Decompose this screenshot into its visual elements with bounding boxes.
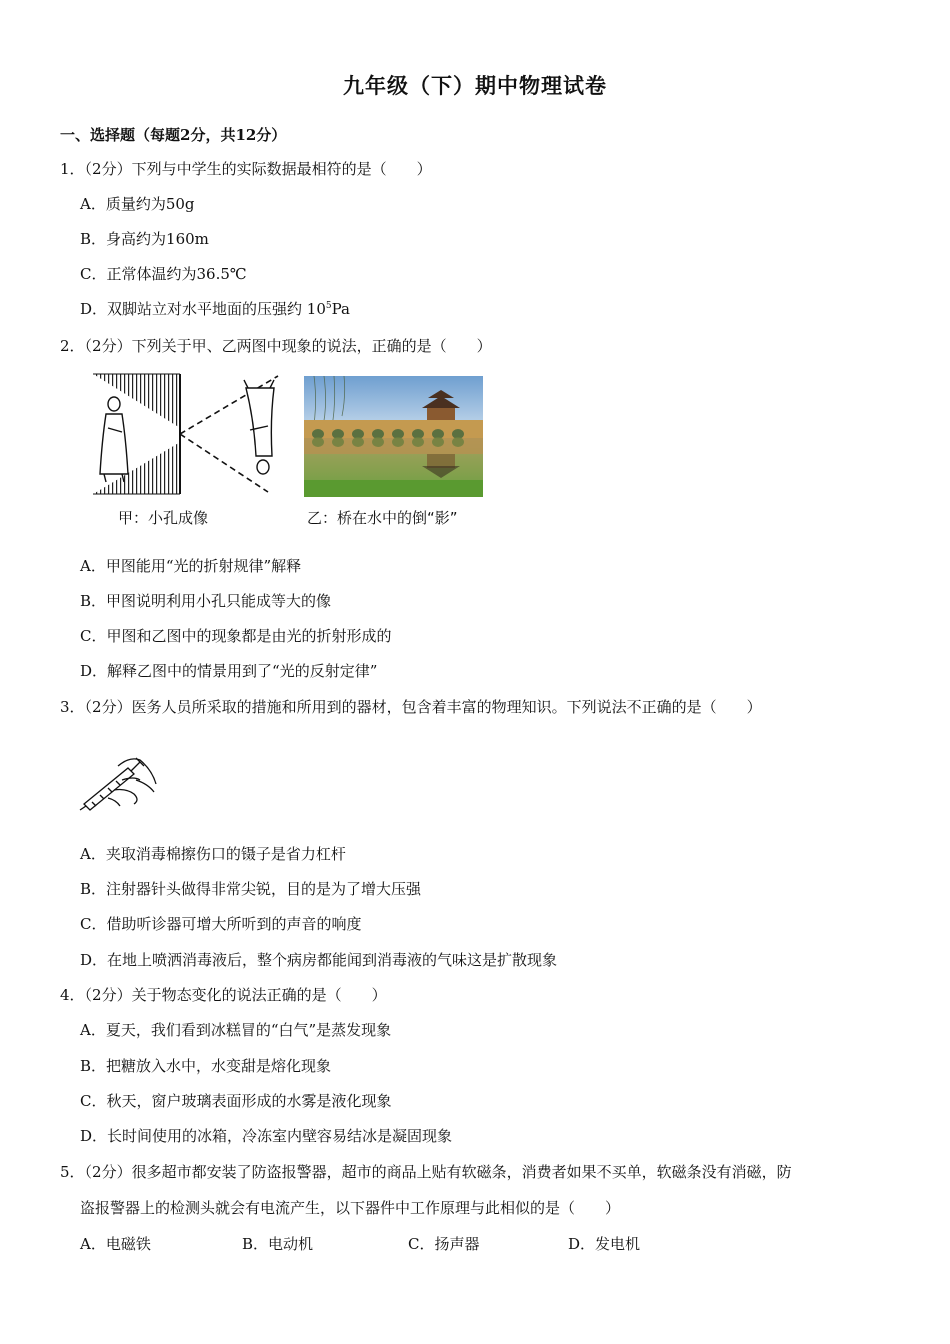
question-3-option-a: A．夹取消毒棉擦伤口的镊子是省力杠杆 xyxy=(80,845,346,863)
question-5-option-b: B．电动机 xyxy=(242,1235,314,1253)
question-4-option-c: C．秋天，窗户玻璃表面形成的水雾是液化现象 xyxy=(80,1092,392,1110)
question-5-option-a: A．电磁铁 xyxy=(80,1235,151,1253)
question-4-option-b: B．把糖放入水中，水变甜是熔化现象 xyxy=(80,1057,332,1075)
question-2-option-d: D．解释乙图中的情景用到了“光的反射定律” xyxy=(80,662,378,680)
question-1-option-a: A．质量约为50g xyxy=(80,195,195,213)
figure-caption-right: 乙：桥在水中的倒“影” xyxy=(307,509,458,527)
pinhole-figure xyxy=(88,370,286,500)
question-5-stem-line-1: 5．（2分）很多超市都安装了防盗报警器，超市的商品上贴有软磁条，消费者如果不买单，软磁条没有消磁，防 xyxy=(60,1163,792,1181)
question-1-stem: 1．（2分）下列与中学生的实际数据最相符的是（ ） xyxy=(60,160,432,178)
question-4-option-d: D．长时间使用的冰箱，冷冻室内壁容易结冰是凝固现象 xyxy=(80,1127,453,1145)
syringe-hand-figure xyxy=(78,750,160,814)
question-4-stem: 4．（2分）关于物态变化的说法正确的是（ ） xyxy=(60,986,387,1004)
question-5-option-c: C．扬声器 xyxy=(408,1235,480,1253)
bridge-reflection-photo xyxy=(304,376,483,497)
question-1-option-c: C．正常体温约为36.5℃ xyxy=(80,265,247,283)
question-3-option-d: D．在地上喷洒消毒液后，整个病房都能闻到消毒液的气味这是扩散现象 xyxy=(80,951,558,969)
question-3-stem: 3．（2分）医务人员所采取的措施和所用到的器材，包含着丰富的物理知识。下列说法不正确的是（ ） xyxy=(60,698,762,716)
question-2-option-b: B．甲图说明利用小孔只能成等大的像 xyxy=(80,592,332,610)
question-1-option-b: B．身高约为160m xyxy=(80,230,209,248)
question-5-stem-line-2: 盗报警器上的检测头就会有电流产生，以下器件中工作原理与此相似的是（ ） xyxy=(80,1199,621,1217)
question-2-option-c: C．甲图和乙图中的现象都是由光的折射形成的 xyxy=(80,627,392,645)
question-5-option-d: D．发电机 xyxy=(568,1235,641,1253)
question-2-stem: 2．（2分）下列关于甲、乙两图中现象的说法，正确的是（ ） xyxy=(60,337,492,355)
question-3-option-c: C．借助听诊器可增大所听到的声音的响度 xyxy=(80,915,362,933)
question-2-option-a: A．甲图能用“光的折射规律”解释 xyxy=(80,557,302,575)
question-1-option-d: D．双脚站立对水平地面的压强约 $10^5Pa$ xyxy=(80,300,350,318)
section-heading: 一、选择题（每题2分，共12分） xyxy=(60,126,287,144)
question-3-option-b: B．注射器针头做得非常尖锐，目的是为了增大压强 xyxy=(80,880,422,898)
page-title: 九年级（下）期中物理试卷 xyxy=(343,73,607,98)
question-4-option-a: A．夏天，我们看到冰糕冒的“白气”是蒸发现象 xyxy=(80,1021,392,1039)
figure-caption-left: 甲：小孔成像 xyxy=(118,509,209,527)
